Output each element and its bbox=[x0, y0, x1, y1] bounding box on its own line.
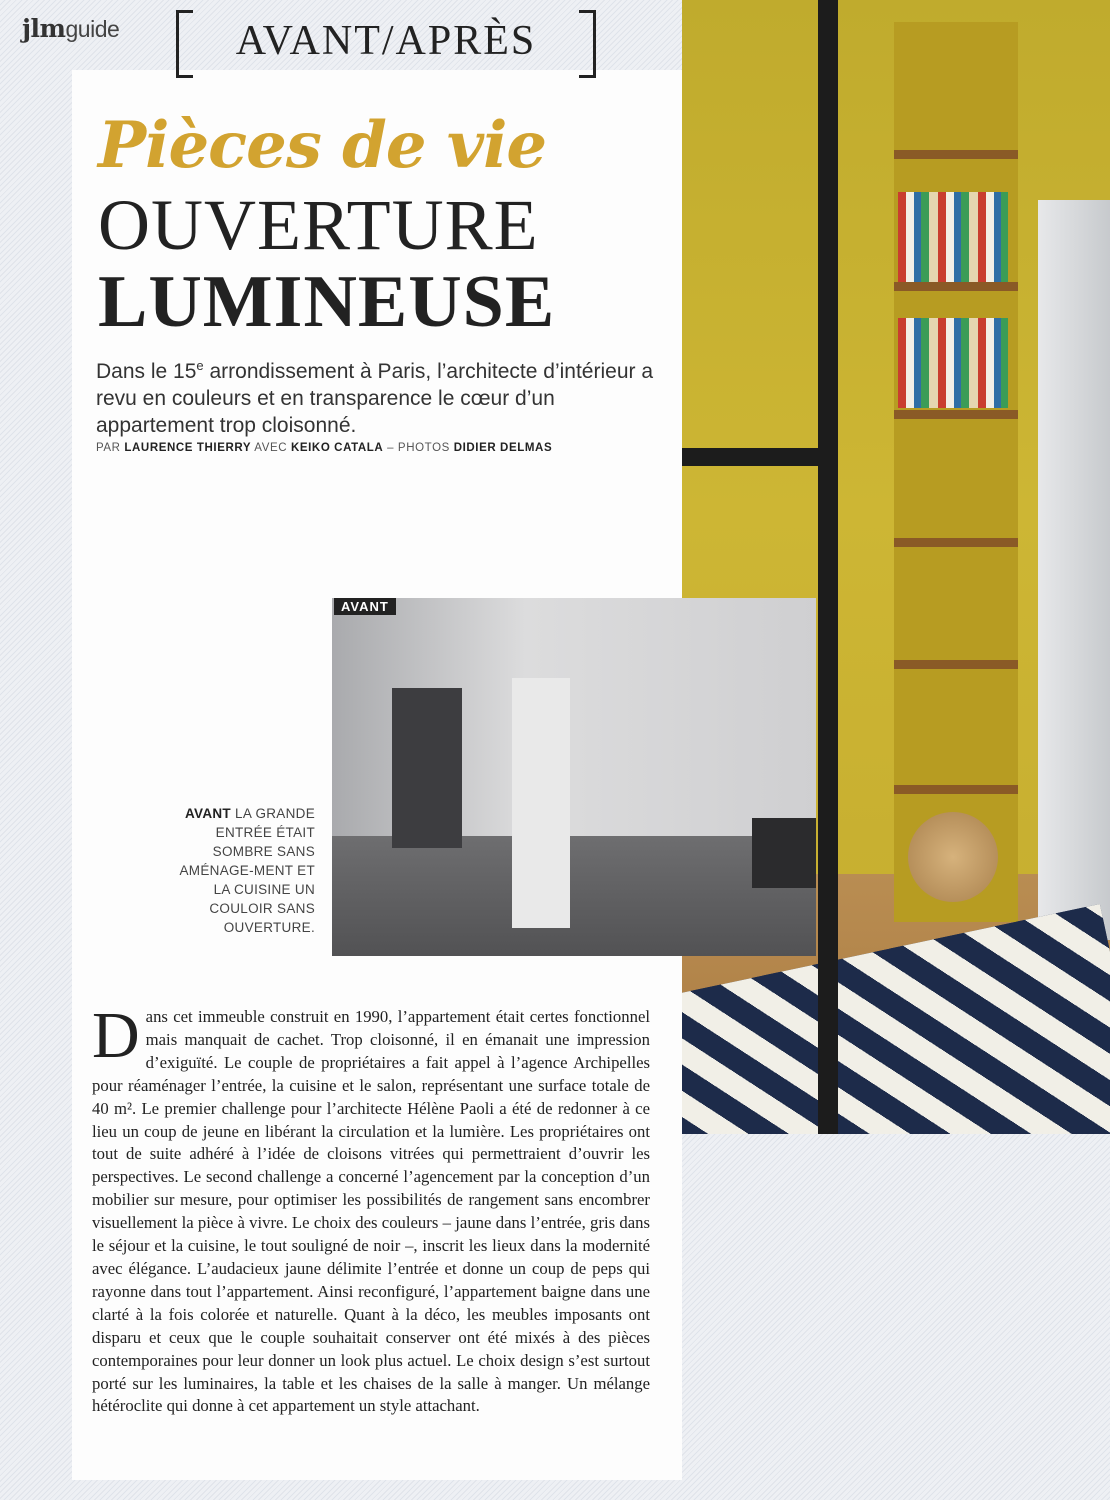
credits-line: PAR LAURENCE THIERRY AVEC KEIKO CATALA – PHOTOS DIDIER DELMAS bbox=[96, 442, 553, 454]
before-caption: AVANT LA GRANDE ENTRÉE ÉTAIT SOMBRE SANS AMÉNAGE-MENT ET LA CUISINE UN COULOIR SANS OUVERTURE. bbox=[179, 806, 315, 935]
doorway bbox=[1038, 200, 1110, 940]
before-tag: AVANT bbox=[334, 598, 396, 615]
sofa bbox=[752, 818, 816, 888]
magazine-logo: jlmguide bbox=[22, 14, 120, 43]
bracket-right bbox=[579, 10, 596, 78]
black-frame-bar bbox=[682, 448, 828, 466]
rubric-label: AVANT/APRÈS bbox=[235, 18, 537, 64]
bracket-left bbox=[176, 10, 193, 78]
basket bbox=[908, 812, 998, 902]
title-line-2: OUVERTURE bbox=[98, 185, 539, 265]
books bbox=[898, 318, 1008, 408]
after-photo bbox=[682, 0, 1110, 1134]
section-rubric bbox=[176, 6, 596, 76]
title-line-3: LUMINEUSE bbox=[98, 261, 556, 343]
title-line-1: Pièces de vie bbox=[98, 108, 547, 183]
books bbox=[898, 192, 1008, 282]
article-text: ans cet immeuble construit en 1990, l’appartement était certes fonctionnel mais manquait de cachet. Trop cloisonné, il en émanait une impression d’exiguïté. Le couple de propriétaires a fait appel à l’agence Archipelles pour réaménager l’entrée, la cuisine et le salon, représentant une surface totale de 40 m². Le premier challenge pour l’architecte Hélène Paoli a été de redonner à ce lieu un coup de jeune en libérant la circulation et la lumière. Les propriétaires ont tout de suite adhéré à l’idée de cloisons vitrées qui permettraient d’ouvrir les perspectives. Le second challenge a concerné l’agencement par la conception d’un mobilier sur mesure, pour optimiser les possibilités de rangement sans encombrer visuellement la pièce à vivre. Le choix des couleurs – jaune dans l’entrée, gris dans le séjour et la cuisine, le tout souligné de noir –, inscrit les lieux dans la modernité avec élégance. L’audacieux jaune délimite l’entrée et donne un coup de peps qui rayonne dans tout l’appartement. Ainsi reconfiguré, l’appartement baigne dans une clarté à la fois colorée et naturelle. Quant à la déco, les meubles imposants ont disparu et ceux que le couple souhaitait conserver ont été mixés à des pièces contemporaines pour leur donner un look plus actuel. Le choix design s’est surtout porté sur les luminaires, la table et les chaises de la salle à manger. Un mélange hétéroclite qui donne à cet appartement un style attachant. bbox=[92, 1007, 650, 1416]
black-frame-post bbox=[818, 0, 838, 1134]
wall-column bbox=[512, 678, 570, 928]
article-body bbox=[92, 999, 650, 1418]
drop-cap: D bbox=[92, 999, 140, 1072]
before-photo bbox=[332, 598, 816, 956]
intro-paragraph: Dans le 15e arrondissement à Paris, l’architecte d’intérieur a revu en couleurs et en transparence le cœur d’un appartement trop cloisonné. bbox=[96, 358, 654, 437]
